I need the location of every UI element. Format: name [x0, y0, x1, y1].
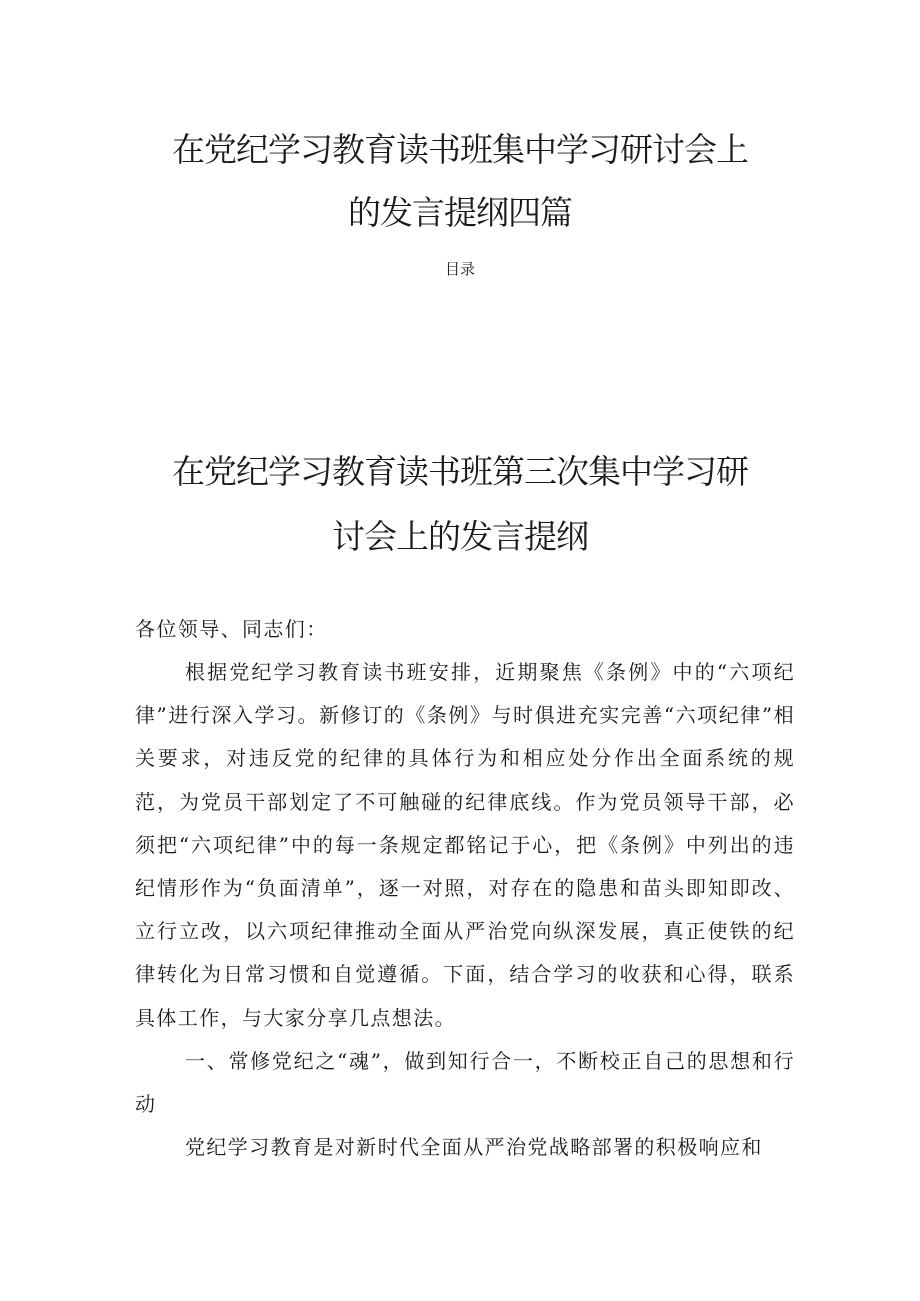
- body-paragraph-intro: 根据党纪学习教育读书班安排，近期聚焦《条例》中的“六项纪律”进行深入学习。新修订的《条例》与时俱进充实完善“六项纪律”相关要求，对违反党的纪律的具体行为和相应处分作出全面系统的规范，为党员干部划定了不可触碰的纪律底线。作为党员领导干部，必须把“六项纪律”中的每一条规定都铭记于心，把《条例》中列出的违纪情形作为“负面清单”，逐一对照，对存在的隐患和苗头即知即改、立行立改，以六项纪律推动全面从严治党向纵深发展，真正使铁的纪律转化为日常习惯和自觉遵循。下面，结合学习的收获和心得，联系具体工作，与大家分享几点想法。: [135, 660, 795, 1030]
- section-heading-1: 一、常修党纪之“魂”，做到知行合一，不断校正自己的思想和行动: [135, 1049, 795, 1117]
- document-title-line-1: 在党纪学习教育读书班集中学习研讨会上: [172, 130, 748, 169]
- salutation: 各位领导、同志们：: [135, 617, 328, 641]
- section-title-line-2: 讨会上的发言提纲: [332, 517, 588, 556]
- section-title-line-1: 在党纪学习教育读书班第三次集中学习研: [172, 452, 748, 491]
- document-title-line-2: 的发言提纲四篇: [348, 193, 572, 232]
- body-paragraph-2: 党纪学习教育是对新时代全面从严治党战略部署的积极响应和: [185, 1135, 763, 1159]
- table-of-contents-label: 目录: [444, 260, 475, 278]
